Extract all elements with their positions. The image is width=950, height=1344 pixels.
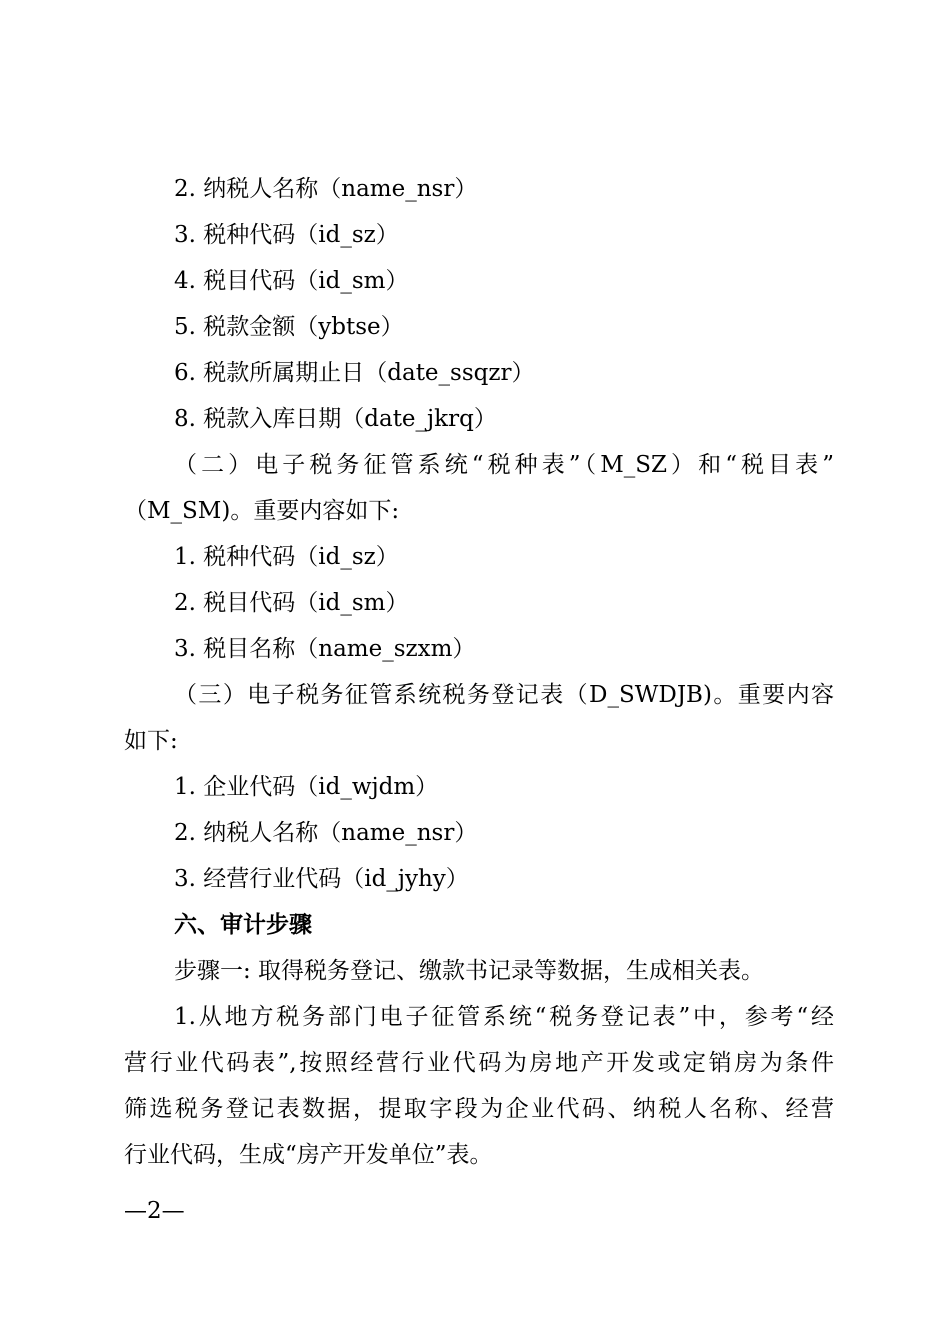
field-item: 3. 经营行业代码（id_jyhy） [174, 866, 469, 892]
field-item: 2. 纳税人名称（name_nsr） [174, 820, 478, 846]
page-number: —2— [124, 1198, 185, 1224]
field-item: 3. 税种代码（id_sz） [174, 222, 399, 248]
paragraph-continuation: 营行业代码表”,按照经营行业代码为房地产开发或定销房为条件 [124, 1050, 834, 1076]
document-body [124, 166, 834, 1178]
field-item: 2. 纳税人名称（name_nsr） [174, 176, 478, 202]
field-item: 2. 税目代码（id_sm） [174, 590, 409, 616]
field-item: 3. 税目名称（name_szxm） [174, 636, 476, 662]
step-detail-paragraph: 1.从地方税务部门电子征管系统“税务登记表”中，参考“经 [174, 1004, 834, 1030]
paragraph-continuation: 筛选税务登记表数据，提取字段为企业代码、纳税人名称、经营 [124, 1096, 834, 1122]
field-item: 4. 税目代码（id_sm） [174, 268, 409, 294]
field-item: 1. 企业代码（id_wjdm） [174, 774, 439, 800]
paragraph-continuation: （M_SM)。重要内容如下: [124, 498, 400, 524]
field-item: 6. 税款所属期止日（date_ssqzr） [174, 360, 535, 386]
field-item: 8. 税款入库日期（date_jkrq） [174, 406, 497, 432]
field-item: 1. 税种代码（id_sz） [174, 544, 399, 570]
section-heading-2: （二）电子税务征管系统“税种表”（M_SZ）和“税目表” [174, 452, 834, 478]
step-paragraph: 步骤一: 取得税务登记、缴款书记录等数据，生成相关表。 [174, 958, 765, 984]
paragraph-continuation: 行业代码，生成“房产开发单位”表。 [124, 1142, 493, 1168]
paragraph-continuation: 如下: [124, 728, 178, 754]
chapter-heading: 六、审计步骤 [174, 912, 312, 938]
section-heading-3: （三）电子税务征管系统税务登记表（D_SWDJB)。重要内容 [174, 682, 834, 708]
field-item: 5. 税款金额（ybtse） [174, 314, 404, 340]
